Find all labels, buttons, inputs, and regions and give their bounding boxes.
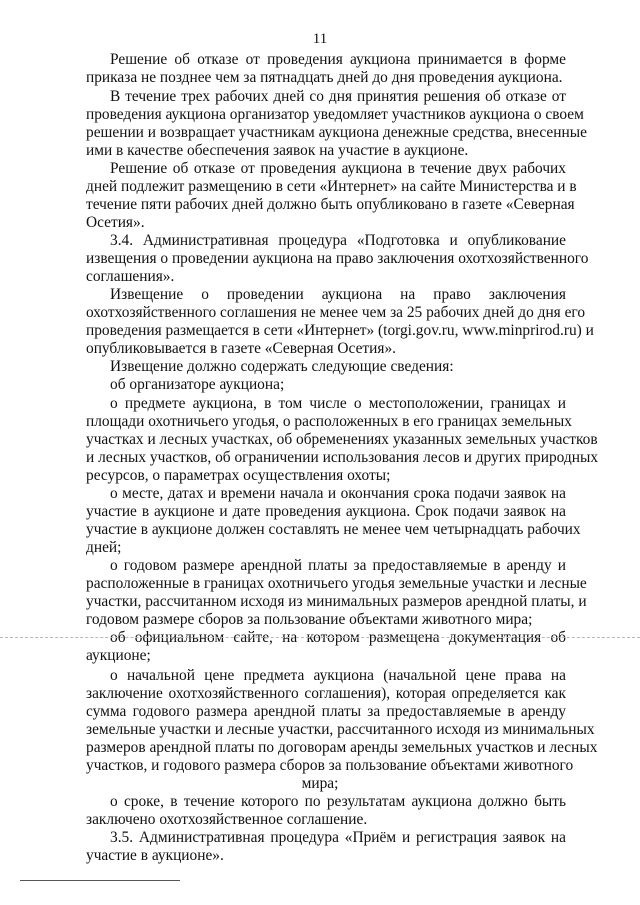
section-heading-line: извещения о проведении аукциона на право заключения охотхозяйственного [86, 250, 589, 267]
text-line: течение пяти рабочих дней должно быть опубликовано в газете «Северная [86, 196, 575, 213]
text-line: Извещение о проведении аукциона на право заключения [110, 286, 566, 303]
text-line: об организаторе аукциона; [110, 376, 285, 393]
scan-artifact-divider [0, 637, 640, 638]
text-line: Извещение должно содержать следующие сведения: [110, 358, 454, 375]
text-line: Решение об отказе от проведения аукциона принимается в форме [110, 51, 566, 68]
text-line: размеров арендной платы по договорам аренды земельных участков и лесных [86, 739, 598, 756]
text-line: мира; [301, 775, 339, 792]
text-line: заключено охотхозяйственное соглашение. [86, 811, 368, 828]
text-line: проведения размещается в сети «Интернет» (torgi.gov.ru, www.minprirod.ru) и [86, 322, 594, 339]
text-line: охотхозяйственного соглашения не менее чем за 25 рабочих дней до дня его [86, 304, 586, 321]
page-number: 11 [312, 31, 328, 47]
text-line: решении и возвращает участникам аукциона денежные средства, внесенные [86, 124, 587, 141]
text-line: приказа не позднее чем за пятнадцать дней до дня проведения аукциона. [86, 69, 563, 86]
text-line: опубликовывается в газете «Северная Осетия». [86, 340, 396, 357]
text-line: Осетия». [86, 214, 145, 231]
text-line: о месте, датах и времени начала и окончания срока подачи заявок на [110, 485, 566, 502]
text-line: сумма годового размера арендной платы за предоставляемые в аренду [86, 703, 566, 720]
footnote-rule [20, 880, 180, 881]
text-line: участие в аукционе должен составлять не менее чем четырнадцать рабочих [86, 521, 581, 538]
text-line: о начальной цене предмета аукциона (начальной цене права на [110, 667, 566, 684]
text-line: о годовом размере арендной платы за предоставляемые в аренду и [110, 557, 566, 574]
text-line: дней; [86, 539, 122, 556]
text-line: аукционе; [86, 647, 151, 664]
text-line: ресурсов, о параметрах осуществления охоты; [86, 467, 391, 484]
text-line: участие в аукционе и дате проведения аукциона. Срок подачи заявок на [86, 503, 566, 520]
section-heading-line: участие в аукционе». [86, 847, 224, 864]
text-line: проведения аукциона организатор уведомляет участников аукциона о своем [86, 106, 584, 123]
text-line: участках и лесных участках, об обременениях указанных земельных участков [86, 431, 598, 448]
section-heading-line: 3.5. Административная процедура «Приём и регистрация заявок на [110, 829, 566, 846]
text-line: и лесных участков, об ограничении использования лесов и других природных [86, 449, 599, 466]
text-line: В течение трех рабочих дней со дня принятия решения об отказе от [110, 88, 566, 105]
text-line: участки, рассчитанном исходя из минимальных размеров арендной платы, и [86, 593, 587, 610]
text-line: земельные участки и лесные участки, рассчитанного исходя из минимальных [86, 721, 595, 738]
text-line: дней подлежит размещению в сети «Интернет» на сайте Министерства и в [86, 178, 577, 195]
text-line: об официальном сайте, на котором размещена документация об [110, 629, 566, 646]
text-line: Решение об отказе от проведения аукциона в течение двух рабочих [110, 160, 566, 177]
text-line: о сроке, в течение которого по результатам аукциона должно быть [110, 793, 566, 810]
text-line: о предмете аукциона, в том числе о местоположении, границах и [110, 395, 566, 412]
section-heading-line: соглашения». [86, 268, 175, 285]
text-line: годовом размере сборов за пользование объектами животного мира; [86, 611, 533, 628]
text-line: заключение охотхозяйственного соглашения), которая определяется как [86, 685, 566, 702]
text-line: ими в качестве обеспечения заявок на участие в аукционе. [86, 142, 469, 159]
section-heading-line: 3.4. Административная процедура «Подготовка и опубликование [110, 232, 566, 249]
text-line: расположенные в границах охотничьего угодья земельные участки и лесные [86, 575, 587, 592]
text-line: участков, и годового размера сборов за пользование объектами животного [86, 757, 574, 774]
text-line: площади охотничьего угодья, о расположенных в его границах земельных [86, 413, 572, 430]
